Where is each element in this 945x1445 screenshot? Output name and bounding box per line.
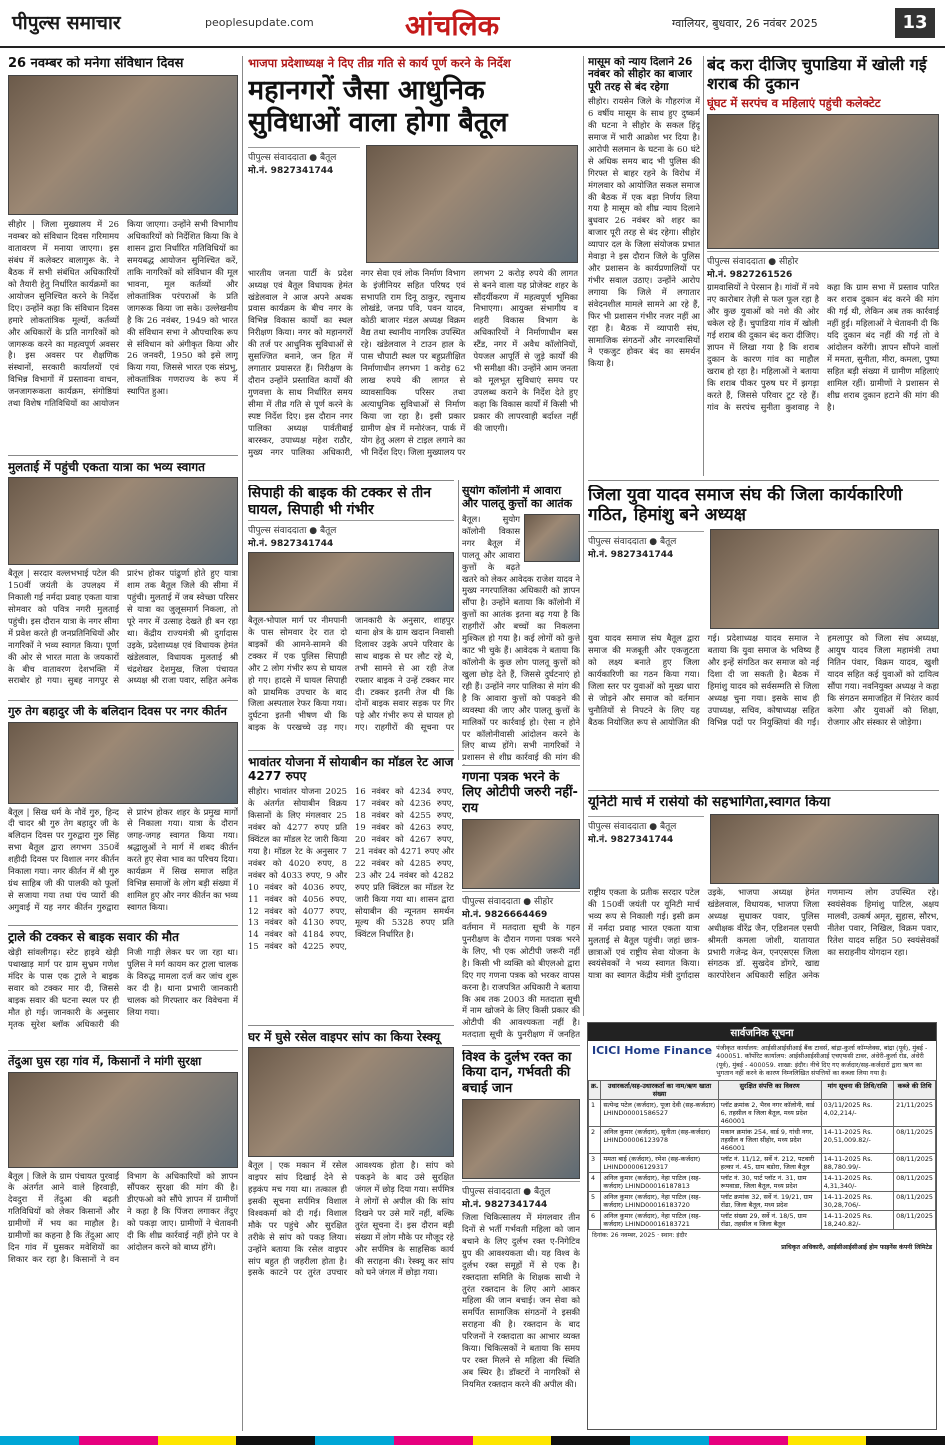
snake-photo [248,1047,454,1157]
group-photo [710,529,939,629]
headline: बंद करा दीजिए चुपाडिया में खोली गई शराब की दुकान [707,56,927,93]
headline: जिला युवा यादव समाज संघ की जिला कार्यकारिणी गठित, हिमांशु बने अध्यक्ष [588,485,903,526]
table-cell: ममता बाई (कर्जदार), रमेश (सह-कर्जदार) LHIND00006129317 [601,1154,718,1173]
byline: पीपुल्स संवाददाता ● बैतूल [588,531,704,547]
table-row [589,1192,936,1211]
table-cell: 14-11-2025 Rs. 88,780.99/- [821,1154,894,1173]
article-body: सीहोर। भावांतर योजना 2025 के अंतर्गत सोयाबीन विक्रय किसानों के लिए मंगलवार 25 नवंबर को 4277 रुपए प्रति क्विंटल का मॉडल रेट जारी किया गया है। मॉडल रेट के अनुसार 7 नवंबर को 4020 रुपए, 8 नवंबर को 4033 रुपए, 9 और 10 नवंबर को 4036 रुपए, 11 नवंबर को 4056 रुपए, 12 नवंबर को 4077 रुपए, 13 नवंबर को 4130 रुपए, 14 नवंबर को 4184 रुपए, 15 नवंबर को 4225 रुपए, 16 नवंबर को 4234 रुपए, 17 नवंबर को 4236 रुपए, 18 नवंबर को 4255 रुपए, 19 नवंबर को 4263 रुपए, 20 नवंबर को 4267 रुपए, 21 नवंबर को 4271 रुपए और 22 नवंबर को 4285 रुपए, 23 और 24 नवंबर को 4282 रुपए प्रति क्विंटल का मॉडल रेट जारी किया गया था। शासन द्वारा सोयाबीन की न्यूनतम समर्थन मूल्य की 5328 रुपए प्रति क्विंटल निर्धारित है। [248,786,454,952]
table-cell: 3 [589,1154,601,1173]
article-body: राष्ट्रीय एकता के प्रतीक सरदार पटेल की 150वीं जयंती पर यूनिटी मार्च भव्य रूप से निकाली गई। इसी क्रम में नर्मदा प्रवाह भारत एकता यात्रा मुलताई से बैतूल पहुंची। जहां छात्र-छात्राओं एवं राष्ट्रीय सेवा योजना के स्वयंसेवकों ने भव्य स्वागत किया। यात्रा का स्वागत केंद्रीय मंत्री दुर्गादास उइके, भाजपा अध्यक्ष हेमंत खंडेलवाल, विधायक, भाजपा जिला अध्यक्ष सुधाकर पवार, पुलिस अधीक्षक वीरेंद्र जैन, एडिशनल एसपी श्रीमती कमला जोशी, यातायात प्रभारी गजेन्द्र केन, एनएसएस जिला संगठक डॉ. सुखदेव डोंगरे, खाद्य कारपोरेशन अधिकारी सहित अनेक गणमान्य लोग उपस्थित रहे। स्वयंसेवक हिमांशु पाटिल, अक्षय मालवी, उत्कर्ष अमृत, सुहास, सौरभ, नीतेश पवार, निखिल, विक्रम पवार, रितेश यादव सहित 50 स्वयंसेवकों का सराहनीय योगदान रहा। [588,886,939,981]
headline: सुयोग कॉलोनी में आवारा और पालतू कुत्तों का आतंक [462,485,573,510]
women-protest-photo [707,114,939,249]
story-tendua [8,1055,238,1430]
table-cell: 08/11/2025 [894,1154,936,1173]
table-cell: 4 [589,1173,601,1192]
headline: विश्व के दुर्लभ रक्त का किया दान, गर्भवती की बचाई जान [462,1050,572,1096]
table-cell: 14-11-2025 Rs. 18,240.82/- [821,1211,894,1230]
mobile-number: मो.नं. 9826664469 [462,909,548,920]
table-cell: 5 [589,1192,601,1211]
notice-header-cell: उधारकर्ता/सह-उधारकर्ता का नाम/ऋण खाता संख्या [601,1081,718,1100]
table-cell: 14-11-2025 Rs. 20,51,009.82/- [821,1127,894,1154]
table-cell: सत्येन्द्र पटेल (कर्जदार), पूजा देवी (सह-कर्जदार) LHIND00001586527 [601,1100,718,1127]
public-notice [587,1022,937,1430]
notice-title: सार्वजनिक सूचना [588,1023,936,1041]
article-body: बैतूल | जिले के ग्राम पंचायत पुरवाई के अंतर्गत आने वाले हिरवाड़ी, देवदुरा में तेंदुआ की बढ़ती गतिविधियों को लेकर किसानों और ग्रामीणों में भय का माहौल है। ग्रामीणों का कहना है कि तेंदुआ आए दिन गांव में घुसकर मवेशियों का शिकार कर रहा है। किसानों ने वन विभाग के अधिकारियों को ज्ञापन सौंपकर सुरक्षा की मांग की है। डीएफओ को सौंपे ज्ञापन में ग्रामीणों ने कहा है कि पिंजरा लगाकर तेंदुए को पकड़ा जाए। ग्रामीणों ने चेतावनी दी कि शीघ्र कार्रवाई नहीं होने पर वे आंदोलन करने को बाध्य होंगे। [8,1170,238,1265]
table-cell: प्लॉट नं. 11/12, सर्वे नं. 212, पटवारी हल्का नं. 45, ग्राम बडोरा, जिला बैतूल [718,1154,821,1173]
byline: पीपुल्स संवाददाता ● बैतूल [462,1181,580,1197]
notice-footer: दिनांक: 26 नवम्बर, 2025 · स्थान: इंदौर [592,1232,687,1240]
story-bike-crash [248,485,454,745]
headline: महानगरों जैसा आधुनिक सुविधाओं वाला होगा बैतूल [248,75,508,138]
headline: सिपाही की बाइक की टक्कर से तीन घायल, सिपाही भी गंभीर [248,485,431,518]
headline: घर में घुसे रसेल वाइपर सांप का किया रेस्क्यू [248,1030,441,1044]
mobile-number: मो.नं. 9827261526 [707,270,793,281]
table-cell: प्लॉट संख्या 29, सर्वे नं. 18/5, ग्राम रोंढा, तहसील व जिला बैतूल [718,1211,821,1230]
table-cell: प्लॉट नं. 30, पार्ट प्लॉट नं. 31, ग्राम रूपवाडा, जिला बैतूल, मध्य प्रदेश [718,1173,821,1192]
edition-date: ग्वालियर, बुधवार, 26 नवंबर 2025 [672,17,818,30]
table-cell: 08/11/2025 [894,1211,936,1230]
notice-table [588,1080,936,1230]
article-body: सीहोर। रायसेन जिले के गौहरगंज में 6 वर्षीय मासूम के साथ हुए दुष्कर्म की घटना ने सीहोर के सकल हिंदू समाज में भारी आक्रोश भर दिया है। आरोपी सलमान के घटना के 60 घंटे से अधिक समय बाद भी पुलिस की गिरफ्त से बाहर रहने के विरोध में मंगलवार को आयोजित सकल समाज की बैठक में एक बड़ा निर्णय लिया गया है मासूम को शीघ्र न्याय दिलाने बुधवार 26 नवंबर को शहर का बाजार पूरी तरह से बंद रहेगा। सीहोर व्यापार दल के जिला संयोजक प्रभात मेवाड़ा ने इस दौरान जिले के पुलिस और प्रशासन के कार्यप्रणालियों पर गंभीर सवाल उठाए। उन्होंने आरोप लगाया कि जिले में लगातार संवेदनशील मामले सामने आ रहे हैं, फिर भी प्रशासन गंभीर नजर नहीं आ रहा है। बैठक में व्यापारी संघ, सामाजिक संगठनों और नगरवासियों ने एकजुट होकर बंद का समर्थन किया है। [588,96,700,369]
table-cell: अनिल कुमार (कर्जदार), नेहा पाटिल (सह-कर्जदार) LHIND00016183720 [601,1192,718,1211]
table-row [589,1154,936,1173]
story-yadav [588,485,939,785]
article-body: जिला चिकित्सालय में मंगलवार तीन दिनों से भर्ती गर्भवती महिला को जान बचाने के लिए दुर्लभ रक्त ए-निगेटिव ग्रुप की आवश्यकता थी। यह विश्व के दुर्लभ रक्त समूहों में से एक है। रक्तदाता समिति के शिक्षक साथी ने तुरंत रक्तदान के लिए आगे आकर महिला की जान बचाई। जन सेवा को समर्पित सामाजिक संगठनों ने इसकी सराहना की है। रक्तदान के बाद परिजनों ने रक्तदाता का आभार व्यक्त किया। चिकित्सकों ने बताया कि समय पर रक्त मिलने से महिला की स्थिति अब स्थिर है। डॉक्टरों ने नागरिकों से नियमित रक्तदान करने की अपील की। [462,1211,580,1389]
table-cell: प्लॉट क्रमांक 32, सर्वे नं. 19/21, ग्राम रोंढा, जिला बैतूल, मध्य प्रदेश [718,1192,821,1211]
story-truck [8,930,238,1045]
hospital-photo [248,552,454,612]
table-cell: प्लॉट क्रमांक 2, भैरव नगर कॉलोनी, वार्ड 6, तहसील व जिला बैतूल, मध्य प्रदेश 460001 [718,1100,821,1127]
bank-logo [592,1044,712,1057]
article-body: भारतीय जनता पार्टी के प्रदेश अध्यक्ष एवं बैतूल विधायक हेमंत खंडेलवाल ने आज अपने अथक प्रवास कार्यक्रम के बीच नगर के विभिन्न विकास कार्यों का स्थल निरीक्षण किया। नगर को महानगरों की तर्ज पर आधुनिक सुविधाओं से सुसज्जित बनाने, जन हित में लगातार प्रयासरत हैं। निरीक्षण के दौरान उन्होंने प्रस्तावित कार्यों की गुणवत्ता के साथ निर्धारित समय सीमा में तीव्र गति से पूर्ण करने के स्पष्ट निर्देश दिए। इस दौरान नगर पालिका अध्यक्ष पार्वतीबाई बारस्कर, उपाध्यक्ष महेश राठौर, मुख्य नगर पालिका अधिकारी, नगर सेवा एवं लोक निर्माण विभाग के इंजीनियर सहित परिषद एवं सभापति राम दिनू ठाकुर, रघुनाथ लोखंडे, जनप्र पवि, पवन यादव, कोठी बाजार मंडल अध्यक्ष विक्रम वैद्य तथा स्थानीय नागरिक उपस्थित रहे। खंडेलवाल ने टाउन हाल के पास चौपाटी स्थल पर बहुप्रतीक्षित निर्माणाधीन लगभग 1 करोड़ 62 लाख रुपये की लागत से व्यावसायिक परिसर तथा अत्याधुनिक सुविधाओं से निर्माण किया जा रहा है। इसी प्रकार ग्रामीण क्षेत्र में मनोरंजन, पार्क में योग हेतु अलग से टाइल लगाने का भी निर्देश दिए। जिला मुख्यालय पर लगभग 2 करोड़ रुपये की लागत से बनने वाला यह प्रोजेक्ट शहर के सौंदर्यीकरण में महत्वपूर्ण भूमिका निभाएगा। आयुक्त संभागीय व शहरी विकास विभाग के अधिकारियों ने निर्माणाधीन बस स्टैंड, नगर में अवैध कॉलोनियों, पेयजल आपूर्ति से जुड़े कार्यों की भी समीक्षा की। उन्होंने आम जनता को मूलभूत सुविधाएं समय पर उपलब्ध कराने के निर्देश देते हुए कहा कि विकास कार्यों में किसी भी प्रकार की लापरवाही बर्दाश्त नहीं की जाएगी। [248,267,578,457]
newspaper-name: पीपुल्स समाचार [12,12,121,34]
official-photo [462,819,580,889]
story-blood [462,1050,580,1430]
table-cell: 14-11-2025 Rs. 4,31,340/- [821,1173,894,1192]
mobile-number: मो.नं. 9827341744 [462,1199,548,1210]
story-betul-main [248,56,578,476]
inspection-photo [366,145,578,263]
story-suyog [462,485,580,765]
notice-header-cell: मांग सूचना की तिथि/राशि [821,1081,894,1100]
headline: 26 नवम्बर को मनेगा संविधान दिवस [8,56,184,71]
print-color-bar [0,1436,945,1445]
article-body: बैतूल | सरदार वल्लभभाई पटेल की 150वीं जयंती के उपलक्ष्य में निकाली गई नर्मदा प्रवाह एकता यात्रा सोमवार को पवित्र नगरी मुलताई पहुंची। इस दौरान यात्रा के नगर सीमा में प्रवेश करते ही जनप्रतिनिधियों और नागरिकों ने भव्य स्वागत किया। पूर्णा की ओर से भारत माता के जयकारों के बीच वातावरण देशभक्ति में सराबोर हो गया। सुबह नागपुर से प्रारंभ होकर पांढुर्णा होते हुए यात्रा शाम तक बैतूल जिले की सीमा में पहुंची। मुलताई में जब स्वेच्छा परिसर से यात्रा का जुलूसमार्ग निकला, तो पूरे नगर में उत्साह देखते ही बन रहा था। केंद्रीय राज्यमंत्री श्री दुर्गादास उइके, प्रदेशाध्यक्ष एवं विधायक हेमंत खंडेलवाल, विधायक मुलताई श्री चंद्रशेखर देशमुख, जिला पंचायत अध्यक्ष श्री राजा पवार, सहित अनेक [8,568,238,686]
table-cell: 1 [589,1100,601,1127]
table-cell: 08/11/2025 [894,1173,936,1192]
article-body: सीहोर | जिला मुख्यालय में 26 नवम्बर को संविधान दिवस गरिमामय वातावरण में मनाया जाएगा। इस संबंध में कलेक्टर बालागुरू के. ने बैठक में सभी संबंधित अधिकारियों को तैयारी हेतु निर्धारित कार्यक्रमों का आयोजन सुनिश्चित करने के निर्देश दिए। उन्होंने कहा कि संविधान दिवस हमारे लोकतांत्रिक मूल्यों, कर्तव्यों और अधिकारों के प्रति नागरिकों को जागरूक करने का महत्वपूर्ण अवसर है। इस अवसर पर शैक्षणिक संस्थानों, सरकारी कार्यालयों एवं विभिन्न विभागों में प्रस्तावना वाचन, जनजागरूकता कार्यक्रम, संगोष्ठियां तथा विशेष गतिविधियों का आयोजन किया जाएगा। उन्होंने सभी विभागीय अधिकारियों को निर्देशित किया कि वे शासन द्वारा निर्धारित गतिविधियों का समयबद्ध आयोजन सुनिश्चित करें, ताकि नागरिकों को संविधान की मूल भावना, मूल कर्तव्यों और लोकतांत्रिक परंपराओं के प्रति जागरूक किया जा सके। उल्लेखनीय है कि 26 नवंबर, 1949 को भारत की संविधान सभा ने औपचारिक रूप से संविधान को अंगीकृत किया और 26 जनवरी, 1950 को इसे लागू किया गया, जिससे भारत एक संप्रभु, लोकतांत्रिक गणराज्य के रूप में स्थापित हुआ। [8,219,238,409]
table-cell: 14-11-2025 Rs. 30,28,706/- [821,1192,894,1211]
notice-header-cell: कब्जे की तिथि [894,1081,936,1100]
table-row [589,1127,936,1154]
article-body: बैतूल-भोपाल मार्ग पर नीमपानी के पास सोमवार देर रात दो बाइकों की आमने-सामने की टक्कर में एक पुलिस सिपाही और 2 लोग गंभीर रूप से घायल हो गए। हादसे में घायल सिपाही को प्राथमिक उपचार के बाद जिला अस्पताल रेफर किया गया। दुर्घटना इतनी भीषण थी कि बाइक के परखच्चे उड़ गए। जानकारी के अनुसार, शाहपुर थाना क्षेत्र के ग्राम खदान निवासी दिलावर उइके अपने परिवार के साथ बाइक से घर लौट रहे थे, तभी सामने से आ रही तेज रफ्तार बाइक ने उन्हें टक्कर मार दी। टक्कर इतनी तेज थी कि दोनों बाइक सवार सड़क पर गिर पड़े और गंभीर रूप से घायल हो गए। राहगीरों की सूचना पर [248,615,454,733]
mobile-number: मो.नं. 9827341744 [588,834,674,845]
mobile-number: मो.नं. 9827341744 [588,550,674,561]
march-photo [710,814,939,884]
notice-header-cell: सुरक्षित संपत्ति का विवरण [718,1081,821,1100]
article-body: ग्रामवासियों ने पेरसान है। गांवों में नये नए कारोबार तेज़ी से फल फूल रहा है और कुछ युवाओं को नशे की ओर धकेल रहे हैं। चुपाडिया गांव में खोली गई शराब की दुकान बंद करा दीजिए। ज्ञापन में लिखा गया है कि शराब दुकान के कारण गांव का माहौल खराब हो रहा है। महिलाओं ने बताया कि शराब पीकर पुरुष घर में झगड़ा करते हैं, जिससे परिवार टूट रहे हैं। गांव के सरपंच सुनीता कुशवाह ने कहा कि ग्राम सभा में प्रस्ताव पारित कर शराब दुकान बंद करने की मांग की गई थी, लेकिन अब तक कार्रवाई नहीं हुई। महिलाओं ने चेतावनी दी कि यदि दुकान बंद नहीं की गई तो वे आंदोलन करेंगी। ज्ञापन सौंपने वालों में ममता, सुनीता, मीरा, कमला, पुष्पा सहित बड़ी संख्या में ग्रामीण महिलाएं शामिल रहीं। ग्रामीणों ने प्रशासन से शीघ्र शराब दुकान हटाने की मांग की है। [707,282,939,412]
headline: मासूम को न्याय दिलाने 26 नवंबर को सीहोर का बाजार पूरी तरह से बंद रहेगा [588,56,693,93]
byline: पीपुल्स संवाददाता ● बैतूल [248,520,454,536]
article-body: बैतूल | सिख धर्म के नौवें गुरु, हिन्द दी चादर श्री गुरु तेग बहादुर जी के बलिदान दिवस पर गुरुद्वारा गुरु सिंह सभा बैतूल द्वारा लगभग 350वें शहीदी दिवस पर विशाल नगर कीर्तन निकाला गया। नगर कीर्तन में श्री गुरु ग्रंथ साहिब जी की पालकी को फूलों से सजाया गया तथा पंच प्यारों की अगुवाई में यह नगर कीर्तन गुरुद्वारा से प्रारंभ होकर शहर के प्रमुख मार्गों से निकाला गया। यात्रा के दौरान जगह-जगह स्वागत किया गया। श्रद्धालुओं ने मार्ग में शबद कीर्तन करते हुए सेवा भाव का परिचय दिया। कार्यक्रम में सिख समाज सहित विभिन्न समाजों के लोग बड़ी संख्या में शामिल हुए और नगर कीर्तन का भव्य स्वागत किया। [8,806,238,912]
headline: गणना पत्रक भरने के लिए ओटीपी जरुरी नहीं-राय [462,770,578,816]
table-cell: मकान क्रमांक 254, वार्ड 9, गांधी नगर, तहसील व जिला सीहोर, मध्य प्रदेश 466001 [718,1127,821,1154]
bank-logo-text: ICICI Home Finance [592,1044,713,1057]
story-chupadiya [707,56,939,476]
table-cell: 08/11/2025 [894,1192,936,1211]
table-row [589,1211,936,1230]
table-cell: 2 [589,1127,601,1154]
story-gurutegh [8,705,238,920]
mobile-number: मो.नं. 9827341744 [248,539,334,550]
table-cell: अनिल कुमार (कर्जदार), नेहा पाटिल (सह-कर्जदार) LHIND00016187813 [601,1173,718,1192]
headline: भावांतर योजना में सोयाबीन का मॉडल रेट आज 4277 रुपए [248,755,454,784]
table-cell: 21/11/2025 [894,1100,936,1127]
article-body: खेड़ी सांवलीगढ़। स्टेट हाइवे खेड़ी पथाखाड़ मार्ग पर ग्राम सुभ्रम गणेश मंदिर के पास एक ट्राले ने बाइक सवार को टक्कर मार दी, जिससे बाइक सवार की घटना स्थल पर ही मौत हो गई। जानकारी के अनुसार मृतक सुरेश ब्लॉक अधिकारी की निजी गाड़ी लेकर घर जा रहा था। पुलिस ने मर्ग कायम कर ट्राला चालक के विरुद्ध मामला दर्ज कर जांच शुरू कर दी है। थाना प्रभारी जानकारी चालक को गिरफ्तार कर विवेचना में लिया गया। [8,947,238,1029]
story-snake [248,1030,454,1430]
byline: पीपुल्स संवाददाता ● बैतूल [248,147,360,163]
section-title: आंचलिक [405,9,500,42]
story-ganana [462,770,580,1040]
story-multai [8,460,238,695]
table-cell: 08/11/2025 [894,1127,936,1154]
resident-photo [524,514,580,562]
story-soybean [248,755,454,1020]
headline: ट्राले की टक्कर से बाइक सवार की मौत [8,930,180,944]
meeting-photo [8,75,238,215]
table-cell: अनिल कुमार (कर्जदार), नेहा पाटिल (सह-कर्जदार) LHIND00016183721 [601,1211,718,1230]
page-number: 13 [895,8,935,38]
notice-header-cell: क्र. [589,1081,601,1100]
mobile-number: मो.नं. 9827341744 [248,165,334,176]
kicker: भाजपा प्रदेशाध्यक्ष ने दिए तीव्र गति से कार्य पूर्ण करने के निर्देश [248,56,511,70]
table-row [589,1100,936,1127]
table-cell: अनिल कुमार (कर्जदार), सुनीता (सह-कर्जदार) LHIND00006123978 [601,1127,718,1154]
table-cell: 6 [589,1211,601,1230]
villagers-photo [8,1072,238,1168]
story-constitution [8,56,238,451]
notice-intro: पंजीकृत कार्यालय: आईसीआईसीआई बैंक टावर्स, बांद्रा-कुर्ला कॉम्प्लेक्स, बांद्रा (पूर्व), मुंबई - 400051. कॉर्पोरेट कार्यालय: आईसीआईसीआई एचएफसी टावर, अंधेरी-कुर्ला रोड, अंधेरी (पूर्व), मुंबई - 400059. शाखा: इंदौर। नीचे दिए गए कर्जदार/सह-कर्जदारों द्वारा ऋण का भुगतान नहीं करने के कारण निम्नलिखित संपत्तियों का कब्जा लिया गया है। [716,1044,928,1077]
subhead: घूंघट में सरपंच व महिलाएं पहुंची कलेक्टेट [707,95,881,110]
rally-photo [8,477,238,565]
byline: पीपुल्स संवाददाता ● बैतूल [588,816,704,832]
byline: पीपुल्स संवाददाता ● सीहोर [462,891,580,907]
masthead [0,0,945,48]
headline: तेंदुआ घुस रहा गांव में, किसानों ने मांगी सुरक्षा [8,1055,202,1068]
article-body: युवा यादव समाज संघ बैतूल द्वारा समाज की मजबूती और एकजुटता को लक्ष्य बनाते हुए जिला कार्यकारिणी का गठन किया गया। जिला स्तर पर युवाओं को मुख्य धारा से जोड़ने और समाज को वर्तमान चुनौतियों से निपटने के लिए यह बैठक नियोजित रूप से आयोजित की गई। प्रदेशाध्यक्ष यादव समाज ने बताया कि युवा समाज के भविष्य हैं और इन्हें संगठित कर समाज को नई दिशा दी जा सकती है। बैठक में हिमांशु यादव को सर्वसम्मति से जिला अध्यक्ष चुना गया। इसके साथ ही उपाध्यक्ष, सचिव, कोषाध्यक्ष सहित विभिन्न पदों पर नियुक्तियां की गईं। हमलापुर को जिला संघ अध्यक्ष, आयुष यादव जिला महामंत्री तथा नितिन पंवार, विक्रम यादव, खुशी यादव सहित कई युवाओं को दायित्व सौंपा गया। नवनियुक्त अध्यक्ष ने कहा कि संगठन समाजहित में निरंतर कार्य करेगा और युवाओं को शिक्षा, रोजगार और संस्कार से जोड़ेगा। [588,633,939,727]
story-unity [588,795,939,1017]
byline: पीपुल्स संवाददाता ● सीहोर [707,251,939,267]
table-cell: 03/11/2025 Rs. 4,02,214/- [821,1100,894,1127]
donation-photo [462,1099,580,1179]
story-masoom [588,56,700,476]
article-body: बैतूल। सुयोग कॉलोनी विकास नगर बैतूल में पालतू और आवारा कुत्तों के बढ़ते खतरे को लेकर आवेदक राजेश यादव ने मुख्य नगरपालिका अधिकारी को ज्ञापन सौंपा है। उन्होंने बताया कि कॉलोनी में कुत्तों का आतंक इतना बढ़ गया है कि राहगीरों और बच्चों का निकलना मुश्किल हो गया है। कई लोगों को कुत्ते काट भी चुके हैं। आवेदक ने बताया कि कॉलोनी के कुछ लोग पालतू कुत्तों को खुला छोड़ देते हैं, जिससे दुर्घटनाएं हो रही हैं। उन्होंने नगर पालिका से मांग की है कि आवारा कुत्तों को पकड़ने की व्यवस्था की जाए और पालतू कुत्तों के मालिकों पर कार्रवाई हो। ऐसा न होने पर कॉलोनीवासी आंदोलन करने के लिए बाध्य होंगे। सभी नागरिकों ने प्रशासन से शीघ्र कार्रवाई की मांग की [462,513,580,763]
article-body: वर्तमान में मतदाता सूची के गहन पुनरीक्षण के दौरान गणना पत्रक भरने के लिए, भी एक ओटीपी जरूरी नहीं है। किसी भी व्यक्ति को बीएलओ द्वारा दिए गए गणना पत्रक को भरकर वापस करना है। राजपत्रित अधिकारी ने बताया कि अब तक 2003 की मतदाता सूची में नाम खोजने के लिए किसी प्रकार की ओटीपी की आवश्यकता नहीं है। मतदाता सूची के पुनरीक्षण में जनहित [462,921,580,1040]
headline: यूनिटी मार्च में रासेयो की सहभागिता,स्वागत किया [588,795,831,810]
website-url[interactable]: peoplesupdate.com [205,16,314,29]
article-body: बैतूल | एक मकान में रसेल वाइपर सांप दिखाई देने से हड़कंप मच गया था। तत्काल ही इसकी सूचना सर्पमित्र विशाल विश्वकर्मा को दी गई। विशाल मौके पर पहुंचे और सुरक्षित तरीके से सांप को पकड़ लिया। उन्होंने बताया कि रसेल वाइपर सांप बहुत ही जहरीला होता है। इसके काटने पर तुरंत उपचार आवश्यक होता है। सांप को पकड़ने के बाद उसे सुरक्षित जंगल में छोड़ दिया गया। सर्पमित्र ने लोगों से अपील की कि सांप दिखने पर उसे मारें नहीं, बल्कि तुरंत सूचना दें। इस दौरान बड़ी संख्या में लोग मौके पर मौजूद रहे और सर्पमित्र के साहसिक कार्य की सराहना की। रेस्क्यू कर सांप को घने जंगल में छोड़ा गया। [248,1160,454,1278]
headline: गुरु तेग बहादुर जी के बलिदान दिवस पर नगर कीर्तन [8,705,227,718]
procession-photo [8,722,238,804]
notice-signatory: प्राधिकृत अधिकारी, आईसीआईसीआई होम फाइनेंस कंपनी लिमिटेड [781,1244,932,1252]
headline: मुलताई में पहुंची एकता यात्रा का भव्य स्वागत [8,460,205,474]
table-row [589,1173,936,1192]
